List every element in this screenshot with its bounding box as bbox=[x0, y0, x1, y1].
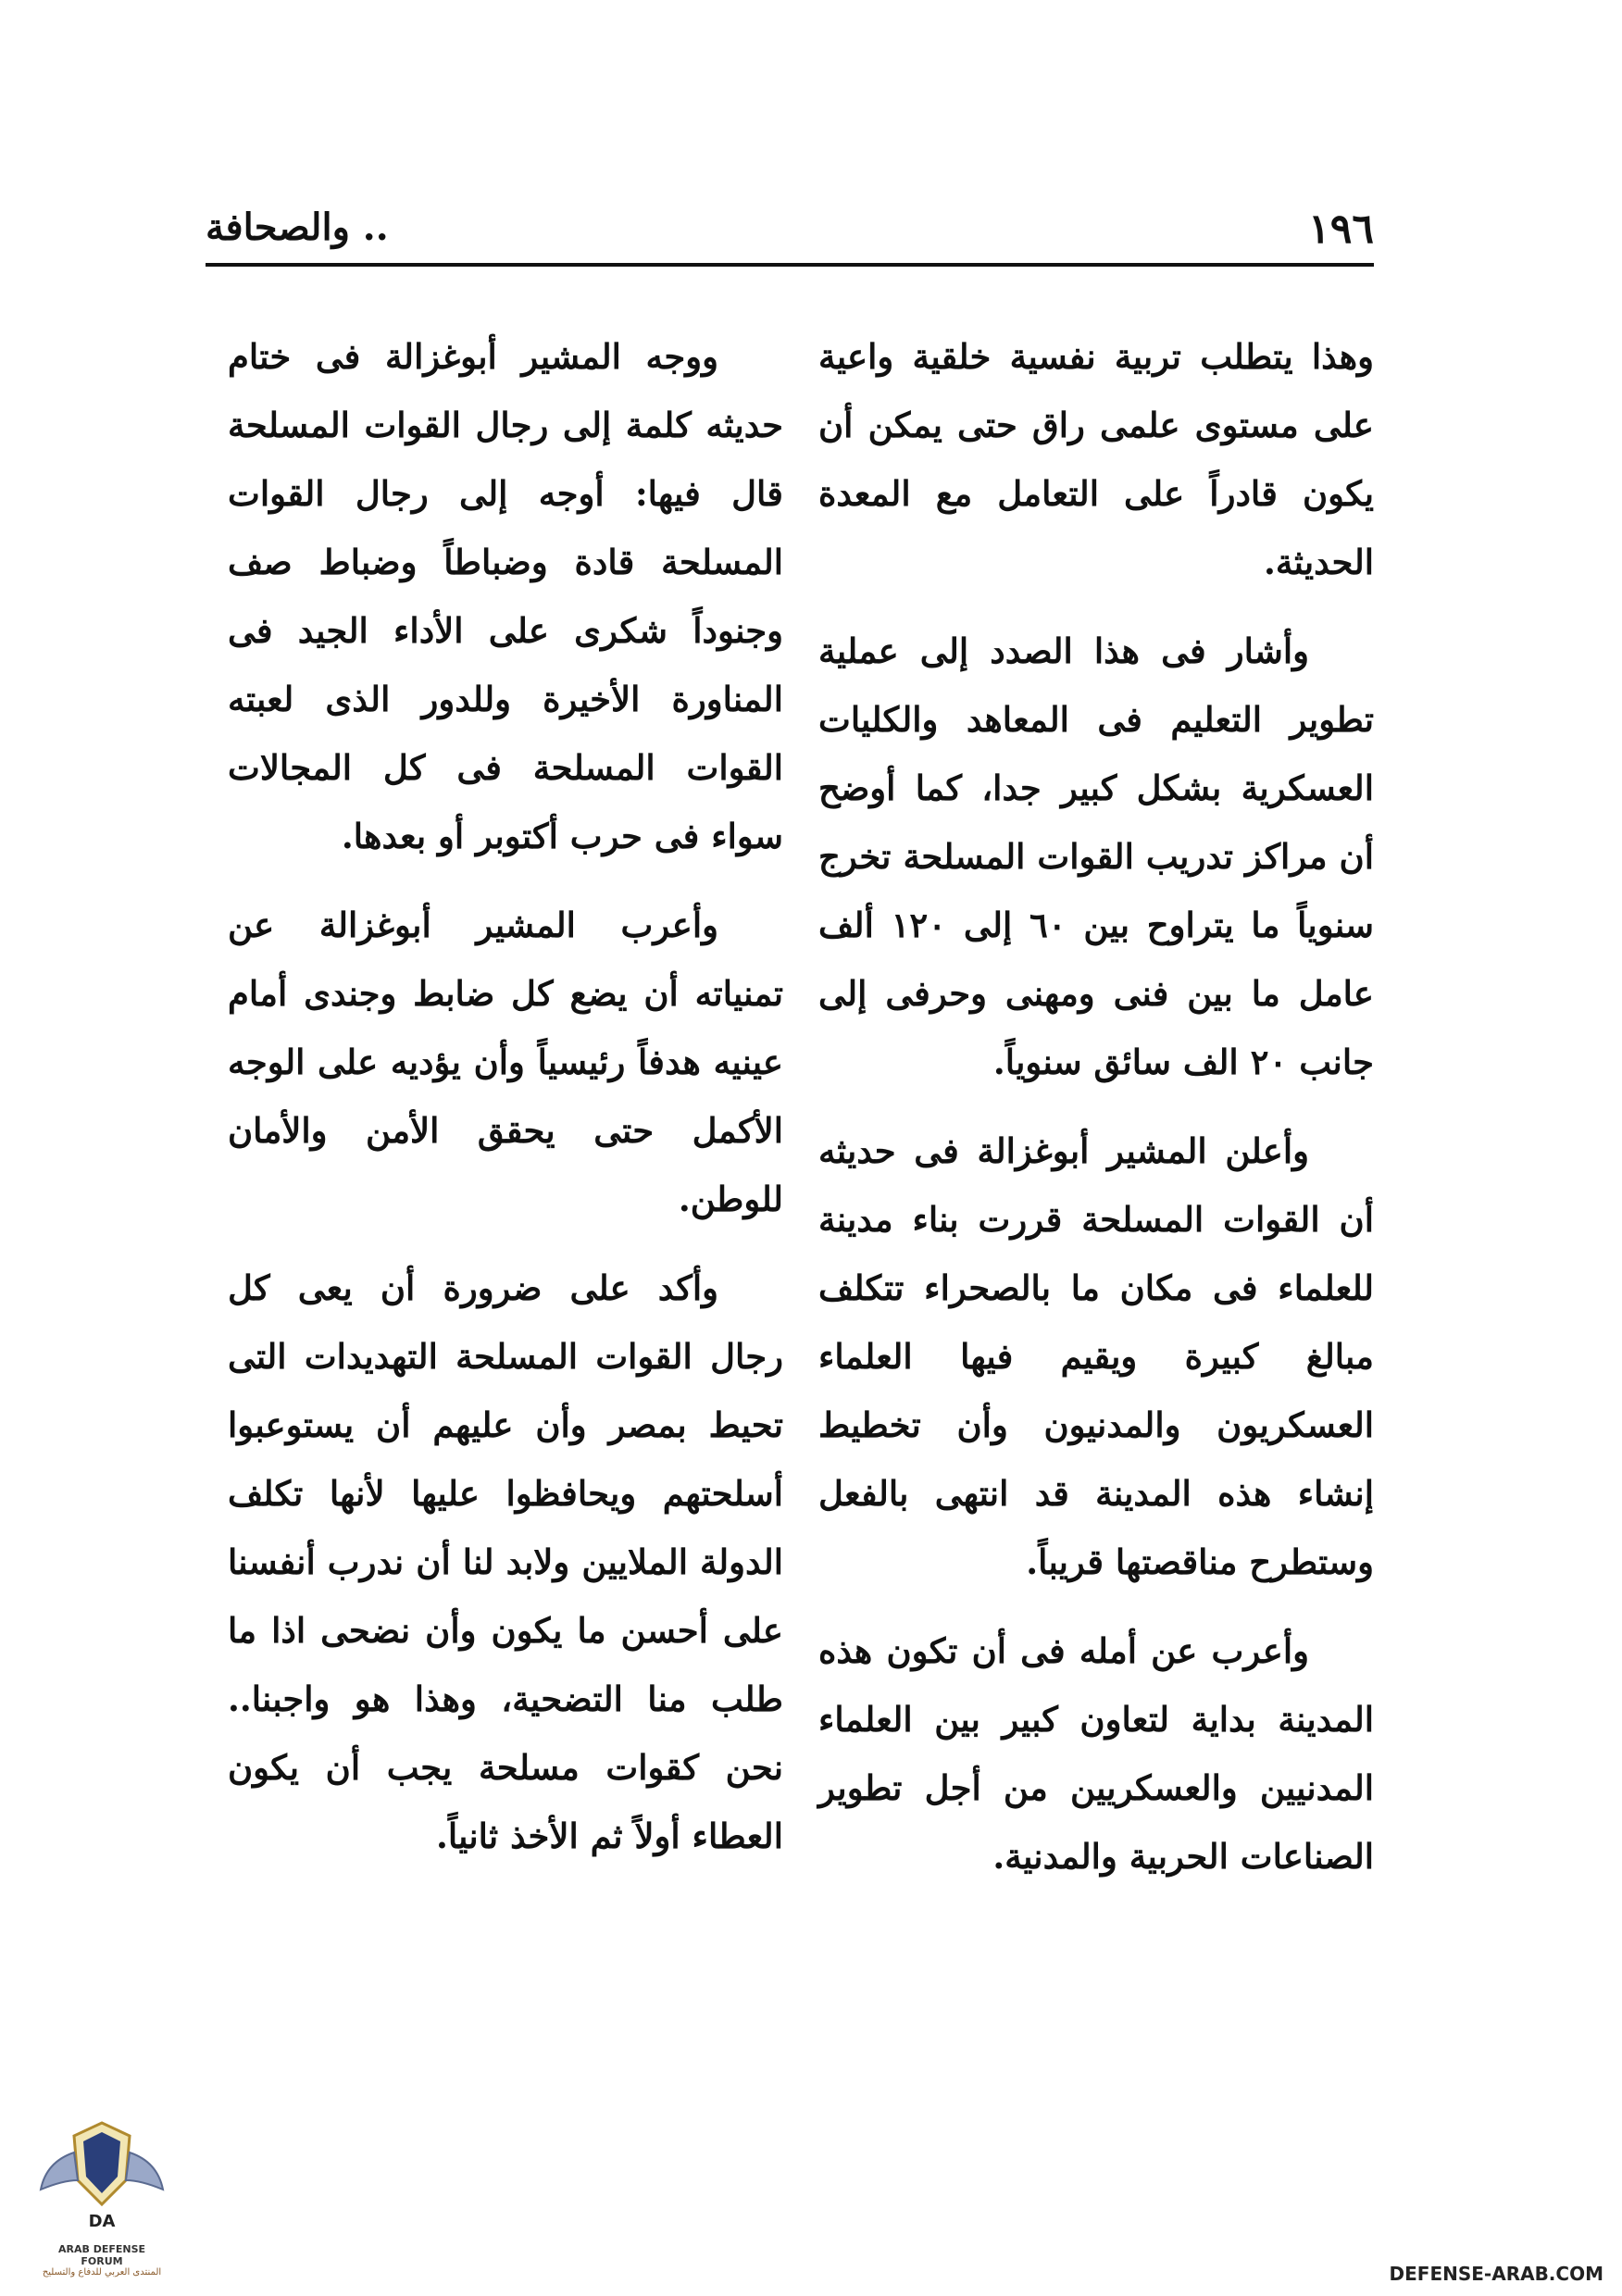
paragraph: وأشار فى هذا الصدد إلى عملية تطوير التعليم فى المعاهد والكليات العسكرية بشكل كبير جدا، كما أوضح أن مراكز تدريب القوات المسلحة تخرج سنوياً ما يتراوح بين ٦٠ إلى ١٢٠ ألف عامل ما بين فنى ومهنى وحرفى إلى جانب ٢٠ الف سائق سنوياً. bbox=[818, 630, 1375, 1082]
right-column bbox=[818, 322, 1374, 1911]
site-url: DEFENSE-ARAB.COM bbox=[1389, 2263, 1603, 2285]
logo-initials: DA bbox=[88, 2212, 116, 2231]
page-header bbox=[206, 206, 1374, 267]
left-column bbox=[228, 322, 783, 1890]
forum-name-en: ARAB DEFENSE FORUM bbox=[57, 2243, 146, 2267]
paragraph: وهذا يتطلب تربية نفسية خلقية واعية على مستوى علمى راق حتى يمكن أن يكون قادراً على التعامل مع المعدة الحديثة. bbox=[818, 336, 1374, 582]
paragraph: وأعرب المشير أبوغزالة عن تمنياته أن يضع كل ضابط وجندى أمام عينيه هدفاً رئيسياً وأن يؤديه على الوجه الأكمل حتى يحقق الأمن والأمان للوطن. bbox=[228, 905, 783, 1219]
running-title: .. والصحافة bbox=[206, 206, 389, 249]
paragraph: وأكد على ضرورة أن يعى كل رجال القوات المسلحة التهديدات التى تحيط بمصر وأن عليهم أن يستوعبوا أسلحتهم ويحافظوا عليها لأنها تكلف الدولة الملايين ولابد لنا أن ندرب أنفسنا على أحسن ما يكون وأن نضحى اذا ما طلب منا التضحية، وهذا هو واجبنا.. نحن كقوات مسلحة يجب أن يكون العطاء أولاً ثم الأخذ ثانياً. bbox=[228, 1267, 783, 1856]
paragraph: وأعلن المشير أبوغزالة فى حديثه أن القوات المسلحة قررت بناء مدينة للعلماء فى مكان ما بالصحراء تتكلف مبالغ كبيرة ويقيم فيها العلماء العسكريون والمدنيون وأن تخطيط إنشاء هذه المدينة قد انتهى بالفعل وستطرح مناقصتها قريباً. bbox=[818, 1130, 1374, 1582]
page-number: ١٩٦ bbox=[1308, 206, 1374, 253]
header-rule bbox=[206, 263, 1374, 267]
shield-wings-icon bbox=[37, 2115, 167, 2236]
forum-logo bbox=[37, 2115, 167, 2287]
paragraph: ووجه المشير أبوغزالة فى ختام حديثه كلمة إلى رجال القوات المسلحة قال فيها: أوجه إلى رجال القوات المسلحة قادة وضباطاً وضباط صف وجنوداً شكرى على الأداء الجيد فى المناورة الأخيرة وللدور الذى لعبته القوات المسلحة فى كل المجالات سواء فى حرب أكتوبر أو بعدها. bbox=[228, 336, 783, 856]
paragraph: وأعرب عن أمله فى أن تكون هذه المدينة بداية لتعاون كبير بين العلماء المدنيين والعسكريين من أجل تطوير الصناعات الحربية والمدنية. bbox=[818, 1630, 1374, 1877]
forum-name-ar: المنتدى العربي للدفاع والتسليح bbox=[42, 2267, 162, 2277]
